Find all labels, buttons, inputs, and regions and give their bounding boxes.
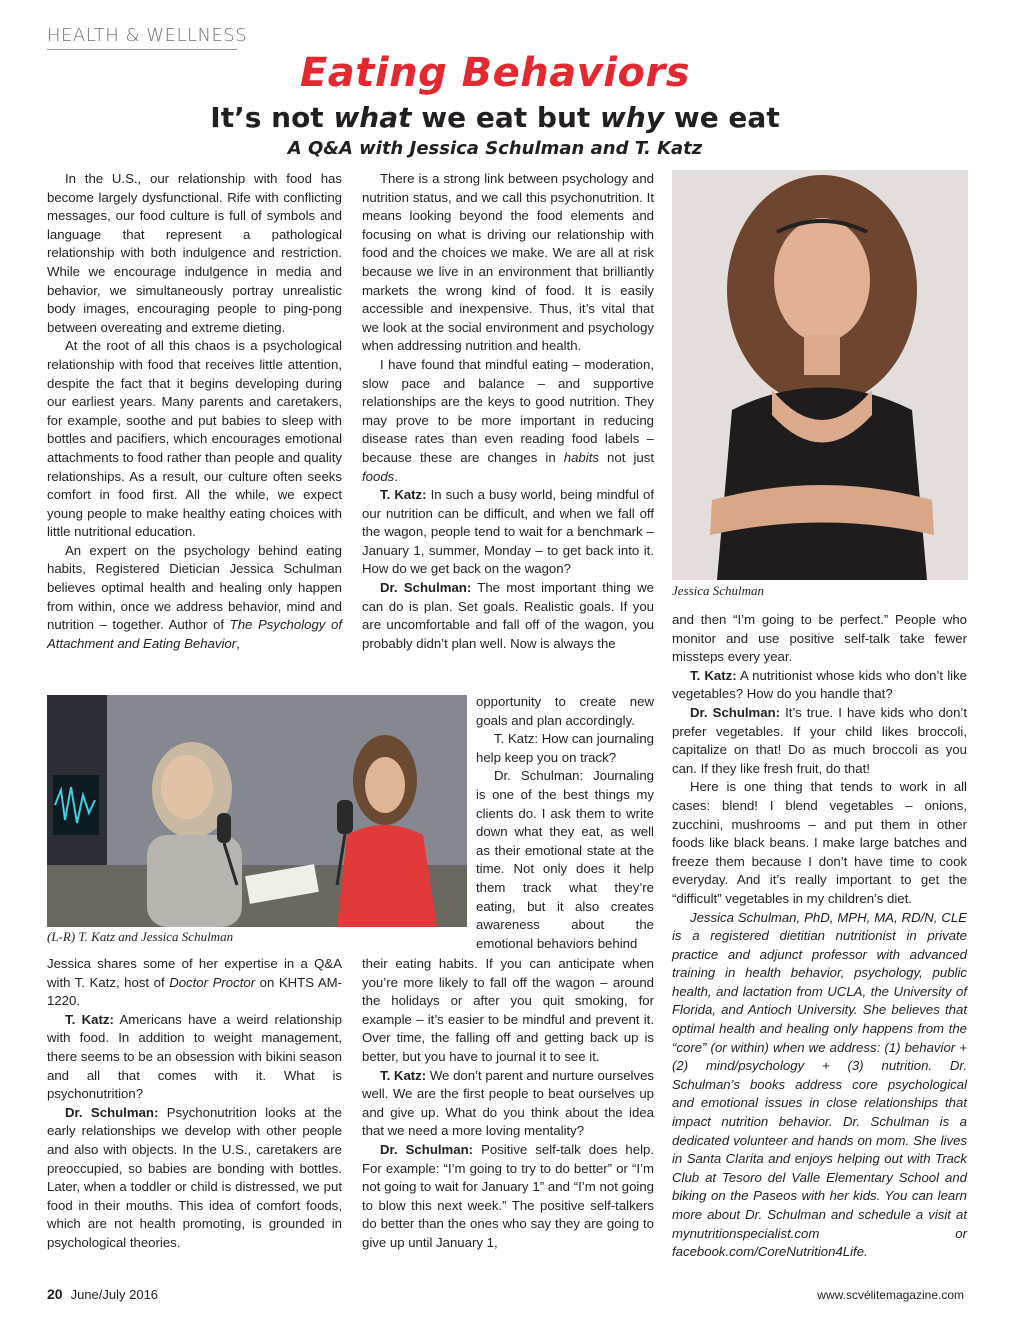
portrait-photo bbox=[672, 170, 968, 580]
paragraph: I have found that mindful eating – moderation, slow pace and balance – and supportive relationships are the keys to good nutrition. They may prove to be more important in reducing disease rates than even reading food labels – because these are changes in habits not just foods. bbox=[362, 356, 655, 484]
author-bio: Jessica Schulman, PhD, MPH, MA, RD/N, CLE is a registered dietitian nutritionist in private practice and adjunct professor with advanced training in health behavior, psychology, public health, and lactation from UCLA, the University of Florida, and Antioch University. She believes that optimal health and healing only happens from the “core” (or within) when we address: (1) behavior + (2) mind/psychology + (3) nutrition. Dr. Schulman’s books address core psychological and emotional issues in close relationships that impact nutrition behavior. Dr. Schulman is a dedicated volunteer and hands on mom. She lives in Santa Clarita and enjoys helping out with Track Club at Tesoro del Valle Elementary School and biking on the Paseos with her kids. You can learn more about Dr. Schulman and schedule a visit at mynutritionspecialist.com or facebook.com/CoreNutrition4Life. bbox=[672, 909, 967, 1260]
paragraph: There is a strong link between psychology and nutrition status, and we call this psychonutrition. It means looking beyond the food elements and focusing on what is driving our relationship with food and the choices we make. We are all at risk because we live in an environment that brilliantly markets the wrong kind of food. It is easily accessible and inexpensive. Thus, it’s vital that we look at the social environment and psychology when addressing nutrition and health. bbox=[362, 171, 654, 354]
paragraph: Dr. Schulman: The most important thing we can do is plan. Set goals. Realistic goals. If you are uncomfortable and fall off of the wagon, you probably didn’t plan well. Now is always the bbox=[362, 580, 655, 651]
column-1-bottom bbox=[47, 955, 342, 1253]
column-3 bbox=[672, 611, 967, 1262]
footer-website: www.scvélitemagazine.com bbox=[817, 1288, 964, 1302]
column-2-bottom bbox=[362, 955, 654, 1253]
paragraph: T. Katz: A nutritionist whose kids who don’t like vegetables? How do you handle that? bbox=[672, 667, 967, 702]
section-label: HEALTH & WELLNESS bbox=[47, 25, 237, 50]
portrait-photo-caption: Jessica Schulman bbox=[672, 583, 765, 598]
page-number: 20 bbox=[47, 1286, 63, 1302]
column-2-top bbox=[362, 170, 654, 653]
paragraph: Dr. Schulman: Psychonutrition looks at the early relationships we develop with other people and also with objects. In the U.S., caretakers are preoccupied, so babies are bonding with bottles. Later, when a toddler or child is distressed, we put food in their mouths. This idea of comfort foods, which are not health promoting, is grounded in psychological theories. bbox=[47, 1104, 343, 1250]
column-1-top bbox=[47, 170, 342, 653]
paragraph: and then “I’m going to be perfect.” People who monitor and use positive self-talk take fewer missteps every year. bbox=[672, 612, 967, 665]
paragraph: their eating habits. If you can anticipate when you’re more likely to fall off the wagon – around the holidays or after you quit smoking, for example – it’s easier to be mindful and prevent it. Over time, the falling off and getting back up is better, but you have to journal it to see it. bbox=[362, 956, 654, 1064]
paragraph: Dr. Schulman: Positive self-talk does help. For example: “I’m going to try to do better” or “I’m not going to wait for January 1” and “I’m not going to blow this next week.” The positive self-talkers do better than the ones who say they are going to give up until January 1, bbox=[362, 1141, 654, 1250]
paragraph: opportunity to create new goals and plan accordingly. bbox=[476, 694, 654, 728]
paragraph: An expert on the psychology behind eating habits, Registered Dietician Jessica Schulman believes optimal health and healing only happen from within, once we address behavior, mind and nutrition – together. Author of The Psychology of Attachment and Eating Behavior, bbox=[47, 542, 342, 651]
interview-photo bbox=[47, 695, 467, 927]
issue-date: June/July 2016 bbox=[70, 1287, 159, 1302]
footer-left bbox=[47, 1286, 158, 1302]
article-title: Eating Behaviors bbox=[299, 50, 691, 96]
interview-photo-caption: (L-R) T. Katz and Jessica Schulman bbox=[47, 929, 234, 944]
paragraph: Dr. Schulman: Journaling is one of the best things my clients do. I ask them to write down what they eat, as well as their emotional state at the time. Not only does it help them track what they’re eating, but it also creates awareness about the emotional behaviors behind bbox=[476, 768, 654, 951]
paragraph: T. Katz: How can journaling help keep you on track? bbox=[476, 731, 654, 765]
paragraph: In the U.S., our relationship with food has become largely dysfunctional. Rife with conflicting messages, our food culture is full of symbols and language that represent a pathological relationship with both indulgence and restriction. While we encourage indulgence in media and behavior, we simultaneously portray unrealistic body images, encouraging people to ping-pong between overeating and extreme dieting. bbox=[47, 171, 342, 335]
paragraph: T. Katz: Americans have a weird relationship with food. In addition to weight management, there seems to be an obsession with bikini season and all that comes with it. What is psychonutrition? bbox=[47, 1011, 343, 1102]
paragraph: T. Katz: In such a busy world, being mindful of our nutrition can be difficult, and when we fall off the wagon, people tend to wait for a benchmark – January 1, summer, Monday – to get back into it. How do we get back on the wagon? bbox=[362, 487, 655, 577]
column-2-narrow bbox=[476, 693, 654, 953]
article-byline: A Q&A with Jessica Schulman and T. Katz bbox=[287, 138, 703, 159]
paragraph: Jessica shares some of her expertise in a Q&A with T. Katz, host of Doctor Proctor on KHTS AM-1220. bbox=[47, 956, 343, 1009]
paragraph: T. Katz: We don’t parent and nurture ourselves well. We are the first people to beat ourselves up and give up. What do you think about the idea that we need a more loving mentality? bbox=[362, 1067, 654, 1139]
paragraph: Here is one thing that tends to work in all cases: blend! I blend vegetables – onions, zucchini, mushrooms – and put them in other foods like black beans. I make large batches and freeze them because I don’t have time to cook everyday. And it’s really important to get the “difficult” vegetables in my children’s diet. bbox=[672, 779, 967, 906]
paragraph: Dr. Schulman: It’s true. I have kids who don’t prefer vegetables. If your child likes broccoli, capitalize on that! Do as much broccoli as you can. If they like fresh fruit, do that! bbox=[672, 704, 968, 776]
article-subtitle: It’s not what we eat but why we eat bbox=[210, 101, 780, 134]
paragraph: At the root of all this chaos is a psychological relationship with food that receives little attention, despite the fact that it begins developing during our earliest years. Many parents and caretakers, for example, soothe and put babies to sleep with bottles and pacifiers, which encourages emotional attachments to food rather than people and quality relationships. As a result, our culture often seeks comfort in food first. All the while, we expect young people to make healthy eating choices with little nutritional education. bbox=[47, 338, 342, 540]
